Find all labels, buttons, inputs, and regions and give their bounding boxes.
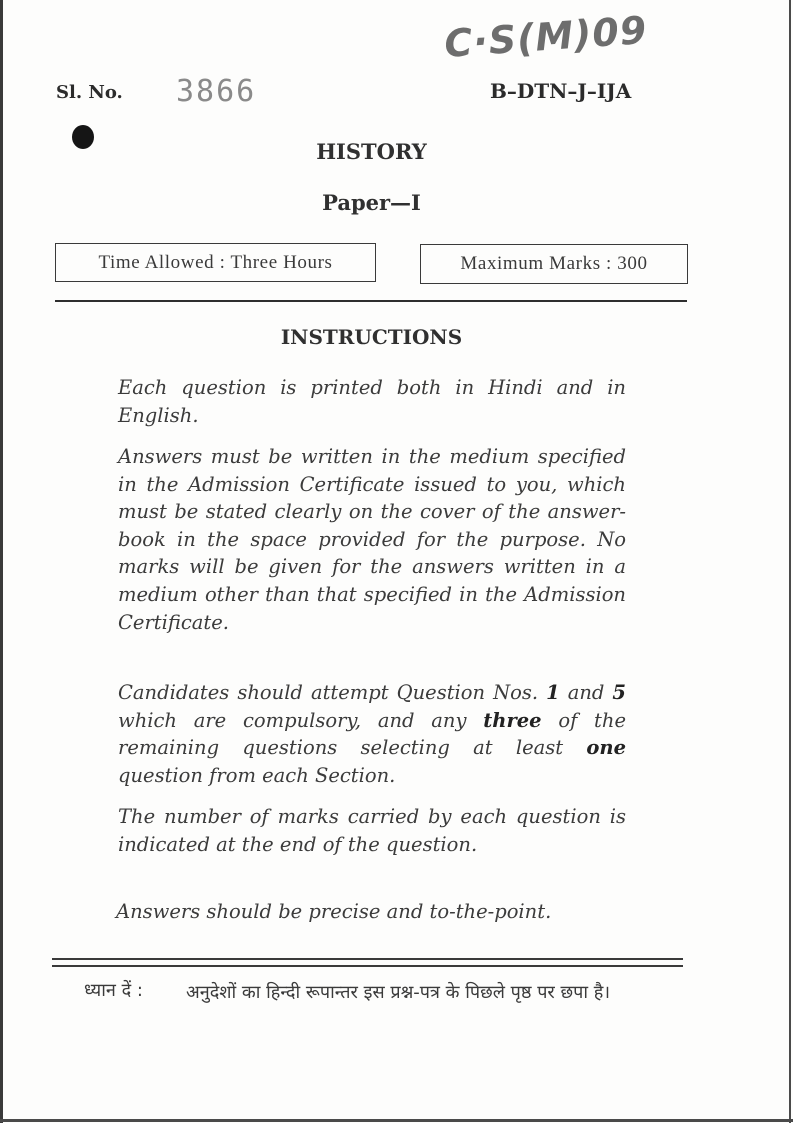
divider-rule (55, 300, 687, 302)
emphasis-one: one (586, 736, 626, 760)
maximum-marks-text: Maximum Marks : 300 (460, 253, 648, 274)
paper-code: B–DTN–J–IJA (490, 79, 632, 103)
instruction-text: question from each Section. (118, 763, 396, 787)
instruction-text: of the remaining questions selecting at least (118, 708, 626, 760)
double-rule-upper (52, 958, 683, 960)
instructions-heading: INSTRUCTIONS (280, 325, 463, 349)
instruction-text: Candidates should attempt Question Nos. (118, 681, 547, 704)
instruction-paragraph: Answers must be written in the medium specified in the Admission Certificate issued to you, which must be stated clearly on the cover of the answer-book in the space provided for the purpose. No marks will be given for the answers written in a medium other than that specified in the Admission Certificate. (118, 445, 626, 634)
instruction-paragraph: Answers should be precise and to-the-point. (116, 900, 552, 923)
subject-title: HISTORY (316, 139, 427, 164)
instruction-paragraph: Each question is printed both in Hindi and in English. (118, 376, 626, 427)
emphasis-question-5: 5 (612, 681, 626, 704)
scan-edge-left (0, 0, 3, 1123)
paper-title: Paper—I (322, 190, 421, 215)
serial-label: Sl. No. (56, 82, 123, 103)
instruction-paragraph (118, 679, 626, 789)
maximum-marks-box (420, 244, 688, 284)
instruction-text: and (559, 681, 613, 704)
double-rule-lower (52, 965, 683, 967)
emphasis-question-1: 1 (546, 681, 560, 704)
handwritten-code: C·S(M)09 (442, 7, 649, 67)
note-label: ध्यान दें : (84, 980, 143, 1001)
note-text: अनुदेशों का हिन्दी रूपान्तर इस प्रश्न-पत्र के पिछले पृष्ठ पर छपा है। (186, 982, 611, 1003)
instruction-text: which are compulsory, and any (118, 708, 484, 732)
time-allowed-text: Time Allowed : Three Hours (98, 251, 333, 273)
scan-edge-bottom (0, 1119, 793, 1122)
serial-number: 3866 (176, 74, 257, 109)
scan-edge-right (789, 0, 791, 1123)
instruction-paragraph: The number of marks carried by each question is indicated at the end of the question. (118, 805, 626, 856)
time-allowed-box (55, 243, 376, 282)
emphasis-three: three (483, 708, 542, 732)
